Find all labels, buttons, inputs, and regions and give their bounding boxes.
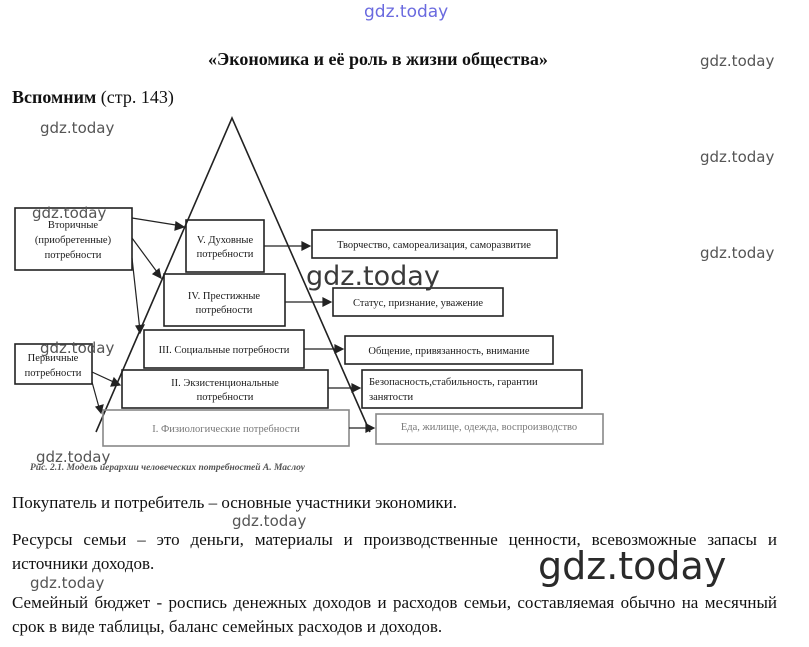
level-1-desc: Еда, жилище, одежда, воспроизводство (400, 422, 578, 433)
level-5-desc: Творчество, самореализация, саморазвитие (337, 240, 531, 251)
level-3-desc: Общение, привязанность, внимание (368, 346, 530, 357)
level-2-label: II. Экзистенциональные (171, 378, 279, 389)
level-5-label: V. Духовные (196, 235, 254, 246)
level-1-label: I. Физиологические потребности (152, 424, 300, 435)
watermark: gdz.today (306, 261, 440, 292)
watermark: gdz.today (30, 574, 105, 592)
secondary-needs-label: потребности (44, 250, 102, 261)
watermark: gdz.today (364, 2, 449, 22)
recall-label: Вспомним (12, 87, 97, 107)
watermark: gdz.today (538, 544, 727, 588)
watermark: gdz.today (700, 148, 775, 166)
page-reference: (стр. 143) (100, 87, 174, 107)
watermark: gdz.today (36, 448, 111, 466)
level-2-desc: Безопасность,стабильность, гарантии (369, 377, 538, 388)
watermark: gdz.today (40, 119, 115, 137)
secondary-needs-label: (приобретенные) (34, 235, 112, 246)
level-2-label: потребности (196, 392, 254, 403)
watermark: gdz.today (232, 512, 307, 530)
watermark: gdz.today (700, 244, 775, 262)
primary-needs-label: потребности (24, 368, 82, 379)
paragraph: Ресурсы семьи – это деньги, материалы и производственные ценности, всевозможные запасы и источники доходов. (12, 530, 777, 573)
figure-caption: Рис. 2.1. Модель иерархии человеческих потребностей А. Маслоу (30, 463, 305, 473)
level-4-label: потребности (195, 305, 253, 316)
level-4-desc: Статус, признание, уважение (352, 298, 484, 309)
level-5-label: потребности (196, 249, 254, 260)
recall-line (12, 87, 174, 108)
level-2-desc: занятости (369, 392, 414, 403)
paragraph: Семейный бюджет - роспись денежных доходов и расходов семьи, составляемая обычно на месячный срок в виде таблицы, баланс семейных расходов и доходов. (12, 593, 777, 636)
level-3-label: III. Социальные потребности (158, 345, 290, 356)
level-5-box (186, 220, 264, 272)
primary-needs-label: Первичные (27, 353, 79, 364)
secondary-needs-label: Вторичные (47, 220, 99, 231)
watermark: gdz.today (700, 52, 775, 70)
watermark: gdz.today (40, 339, 115, 357)
level-4-label: IV. Престижные (187, 291, 261, 302)
page-heading: «Экономика и её роль в жизни общества» (208, 49, 548, 69)
paragraph: Покупатель и потребитель – основные участники экономики. (12, 493, 458, 512)
watermark: gdz.today (32, 204, 107, 222)
